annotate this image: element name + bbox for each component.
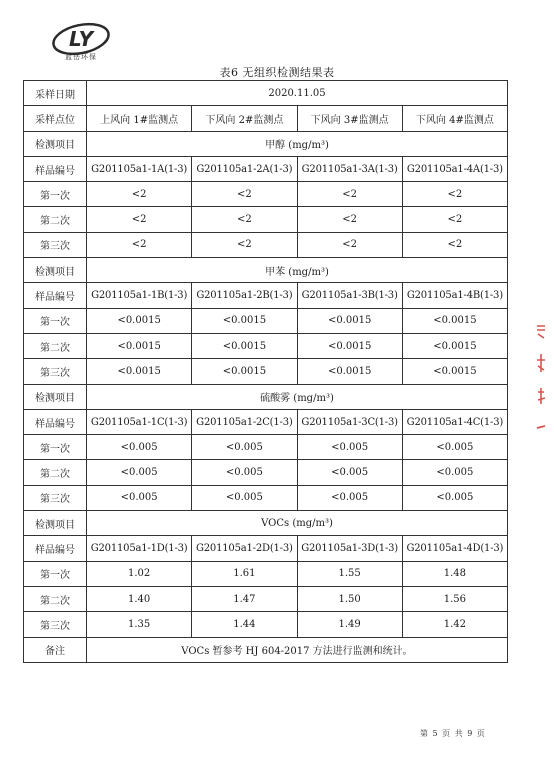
- result-value: <0.005: [192, 435, 297, 460]
- result-round-label: 第三次: [24, 359, 87, 384]
- result-value: <0.005: [297, 460, 402, 485]
- result-value: <2: [402, 207, 507, 232]
- sample-code: G201105a1-1D(1-3): [87, 536, 192, 561]
- sample-code: G201105a1-2A(1-3): [192, 156, 297, 181]
- result-value: 1.40: [87, 586, 192, 611]
- result-round-label: 第二次: [24, 460, 87, 485]
- sample-code: G201105a1-3D(1-3): [297, 536, 402, 561]
- result-row: [24, 232, 508, 257]
- test-item-name: 甲苯 (mg/m³): [87, 258, 508, 283]
- sample-code: G201105a1-3B(1-3): [297, 283, 402, 308]
- test-item-name: VOCs (mg/m³): [87, 511, 508, 536]
- result-value: 1.35: [87, 612, 192, 637]
- result-value: <0.0015: [192, 333, 297, 358]
- sample-code: G201105a1-1B(1-3): [87, 283, 192, 308]
- result-row: [24, 485, 508, 510]
- result-value: <0.0015: [87, 308, 192, 333]
- sample-code: G201105a1-4D(1-3): [402, 536, 507, 561]
- result-round-label: 第三次: [24, 232, 87, 257]
- result-row: [24, 561, 508, 586]
- result-round-label: 第一次: [24, 435, 87, 460]
- result-value: <0.005: [87, 485, 192, 510]
- result-value: <2: [87, 207, 192, 232]
- result-value: <0.005: [402, 485, 507, 510]
- remark-row: [24, 637, 508, 662]
- sampling-date-value: 2020.11.05: [87, 81, 508, 106]
- result-row: [24, 460, 508, 485]
- sampling-point-1: 上风向 1#监测点: [87, 106, 192, 131]
- result-value: <0.0015: [402, 359, 507, 384]
- result-value: <0.005: [402, 460, 507, 485]
- seal-stamp-fragment: [534, 320, 548, 440]
- result-row: [24, 435, 508, 460]
- sampling-point-3: 下风向 3#监测点: [297, 106, 402, 131]
- result-round-label: 第一次: [24, 561, 87, 586]
- result-value: 1.56: [402, 586, 507, 611]
- test-item-row: [24, 131, 508, 156]
- result-value: <2: [297, 207, 402, 232]
- result-value: <0.005: [87, 460, 192, 485]
- sample-code-label: 样品编号: [24, 536, 87, 561]
- result-value: <0.0015: [297, 333, 402, 358]
- sample-code: G201105a1-4B(1-3): [402, 283, 507, 308]
- result-value: <2: [192, 182, 297, 207]
- logo-text: LY: [68, 27, 94, 51]
- result-row: [24, 308, 508, 333]
- result-row: [24, 182, 508, 207]
- sample-code: G201105a1-1C(1-3): [87, 409, 192, 434]
- result-row: [24, 207, 508, 232]
- test-item-row: [24, 511, 508, 536]
- result-round-label: 第一次: [24, 182, 87, 207]
- result-round-label: 第一次: [24, 308, 87, 333]
- sample-code-label: 样品编号: [24, 156, 87, 181]
- page-number: 第 5 页 共 9 页: [420, 729, 486, 738]
- result-value: <2: [402, 232, 507, 257]
- result-row: [24, 612, 508, 637]
- result-value: <2: [87, 182, 192, 207]
- test-item-label: 检测项目: [24, 511, 87, 536]
- remark-label: 备注: [24, 637, 87, 662]
- result-value: <2: [402, 182, 507, 207]
- sample-code-row: [24, 156, 508, 181]
- result-value: 1.61: [192, 561, 297, 586]
- result-value: <2: [297, 232, 402, 257]
- logo-subtitle: 蓝岳环保: [65, 53, 97, 61]
- sample-code: G201105a1-2C(1-3): [192, 409, 297, 434]
- sample-code-row: [24, 536, 508, 561]
- result-round-label: 第二次: [24, 207, 87, 232]
- result-row: [24, 359, 508, 384]
- result-value: <0.005: [297, 485, 402, 510]
- sample-code-row: [24, 409, 508, 434]
- test-item-row: [24, 258, 508, 283]
- result-value: <0.005: [192, 485, 297, 510]
- result-row: [24, 586, 508, 611]
- result-value: 1.50: [297, 586, 402, 611]
- sample-code: G201105a1-4C(1-3): [402, 409, 507, 434]
- sampling-point-4: 下风向 4#监测点: [402, 106, 507, 131]
- sampling-point-2: 下风向 2#监测点: [192, 106, 297, 131]
- result-value: 1.02: [87, 561, 192, 586]
- result-value: 1.44: [192, 612, 297, 637]
- sampling-point-row: [24, 106, 508, 131]
- sample-code: G201105a1-2B(1-3): [192, 283, 297, 308]
- test-item-name: 硫酸雾 (mg/m³): [87, 384, 508, 409]
- results-table: [23, 80, 508, 663]
- sampling-date-row: [24, 81, 508, 106]
- result-value: <2: [192, 232, 297, 257]
- result-round-label: 第二次: [24, 586, 87, 611]
- result-value: <2: [192, 207, 297, 232]
- sample-code-label: 样品编号: [24, 409, 87, 434]
- result-value: <0.0015: [87, 359, 192, 384]
- result-round-label: 第三次: [24, 612, 87, 637]
- result-value: <0.0015: [297, 359, 402, 384]
- result-value: <0.005: [192, 460, 297, 485]
- result-value: <2: [87, 232, 192, 257]
- result-value: <0.0015: [402, 333, 507, 358]
- sampling-point-label: 采样点位: [24, 106, 87, 131]
- sample-code: G201105a1-3A(1-3): [297, 156, 402, 181]
- sample-code: G201105a1-2D(1-3): [192, 536, 297, 561]
- result-value: <0.005: [297, 435, 402, 460]
- result-row: [24, 333, 508, 358]
- sample-code-row: [24, 283, 508, 308]
- result-value: 1.42: [402, 612, 507, 637]
- sample-code: G201105a1-3C(1-3): [297, 409, 402, 434]
- test-item-label: 检测项目: [24, 131, 87, 156]
- result-value: <0.0015: [192, 359, 297, 384]
- result-round-label: 第二次: [24, 333, 87, 358]
- result-value: 1.48: [402, 561, 507, 586]
- sample-code-label: 样品编号: [24, 283, 87, 308]
- remark-text: VOCs 暂参考 HJ 604-2017 方法进行监测和统计。: [87, 637, 508, 662]
- result-value: <0.0015: [297, 308, 402, 333]
- result-value: 1.55: [297, 561, 402, 586]
- result-value: <0.0015: [192, 308, 297, 333]
- result-value: <0.0015: [402, 308, 507, 333]
- sample-code: G201105a1-4A(1-3): [402, 156, 507, 181]
- test-item-label: 检测项目: [24, 258, 87, 283]
- test-item-name: 甲醇 (mg/m³): [87, 131, 508, 156]
- result-value: 1.47: [192, 586, 297, 611]
- result-round-label: 第三次: [24, 485, 87, 510]
- result-value: <2: [297, 182, 402, 207]
- sample-code: G201105a1-1A(1-3): [87, 156, 192, 181]
- result-value: 1.49: [297, 612, 402, 637]
- result-value: <0.005: [87, 435, 192, 460]
- test-item-row: [24, 384, 508, 409]
- result-value: <0.005: [402, 435, 507, 460]
- result-value: <0.0015: [87, 333, 192, 358]
- sampling-date-label: 采样日期: [24, 81, 87, 106]
- table-caption: 表6 无组织检测结果表: [219, 66, 335, 79]
- test-item-label: 检测项目: [24, 384, 87, 409]
